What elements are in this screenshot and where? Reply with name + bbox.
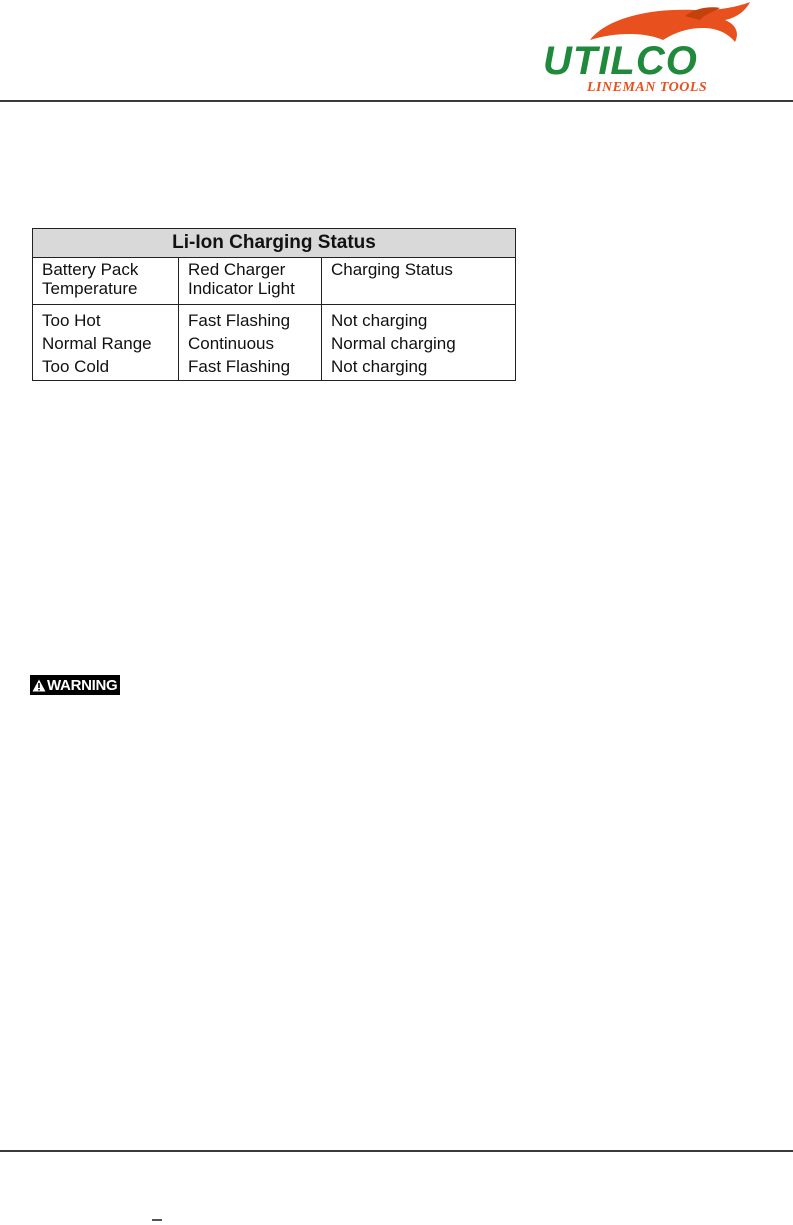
table-cell: Normal Range (42, 334, 152, 353)
logo-brand-text: UTILCO (543, 39, 698, 83)
indicator-values (179, 305, 322, 381)
utilco-logo (535, 2, 770, 98)
table-cell: Not charging (331, 311, 428, 330)
charging-status-table (32, 228, 516, 381)
table-title: Li-Ion Charging Status (33, 229, 516, 258)
warning-triangle-icon (32, 679, 46, 692)
temperature-values (33, 305, 179, 381)
warning-badge (30, 675, 120, 695)
column-header-status: Charging Status (322, 258, 516, 305)
table-body-row (33, 305, 516, 381)
table-cell: Too Cold (42, 357, 110, 376)
table-cell: Not charging (331, 357, 428, 376)
footer-divider (0, 1150, 793, 1152)
footer-mark (152, 1219, 162, 1225)
table-cell: Fast Flashing (188, 311, 291, 330)
column-header-temperature: Battery Pack Temperature (33, 258, 179, 305)
header-divider (0, 100, 793, 102)
table-cell: Too Hot (42, 311, 101, 330)
column-header-indicator: Red Charger Indicator Light (179, 258, 322, 305)
status-values (322, 305, 516, 381)
logo-tagline-text: LINEMAN TOOLS (587, 80, 708, 95)
table-cell: Fast Flashing (188, 357, 291, 376)
table-header-row (33, 258, 516, 305)
table-cell: Continuous (188, 334, 275, 353)
table-cell: Normal charging (331, 334, 456, 353)
warning-label: WARNING (47, 676, 118, 694)
